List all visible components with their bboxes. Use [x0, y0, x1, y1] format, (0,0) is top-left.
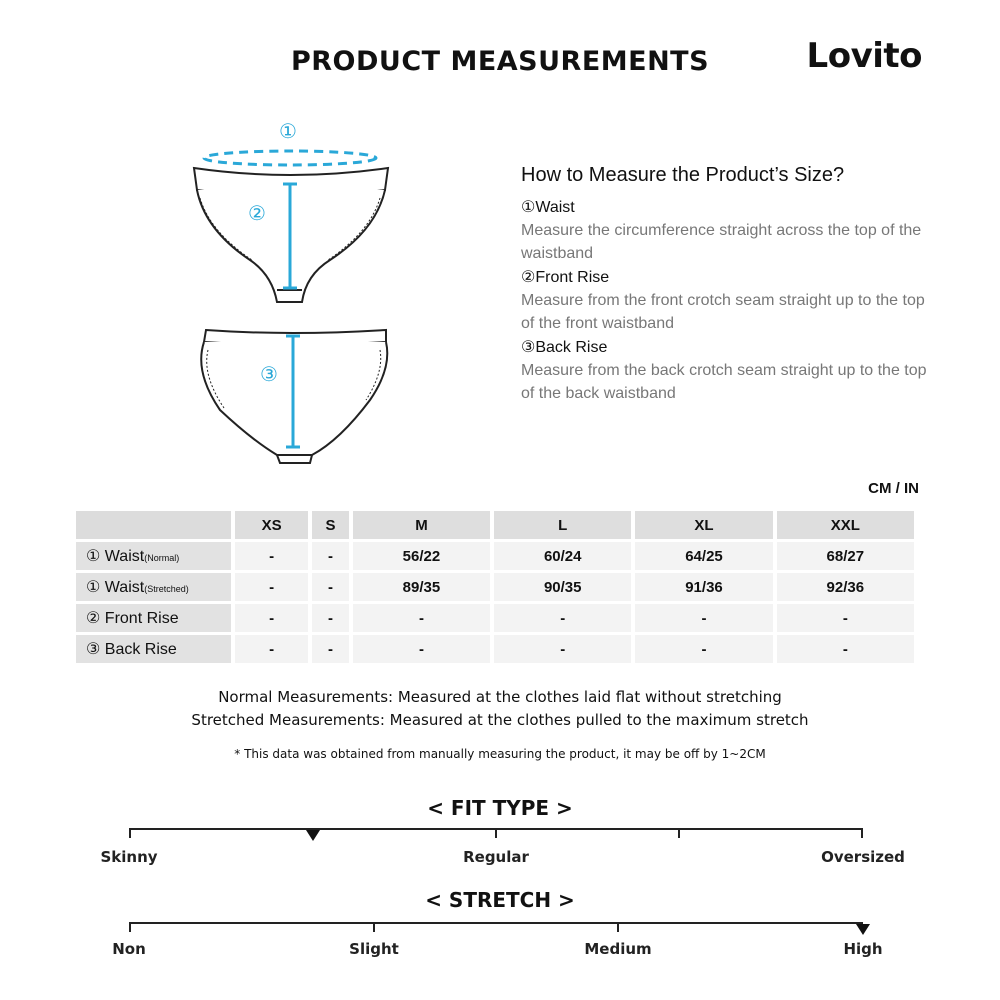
- fit-type-tick: [678, 828, 680, 838]
- table-row: [76, 604, 914, 632]
- table-corner-cell: [76, 511, 231, 539]
- guide-label-waist: ①Waist: [521, 199, 575, 216]
- note-stretched: Stretched Measurements: Measured at the clothes pulled to the maximum stretch: [191, 711, 809, 729]
- table-cell: 91/36: [635, 573, 772, 601]
- size-table: [72, 508, 918, 666]
- table-cell: -: [235, 604, 308, 632]
- fit-type-scale: [100, 828, 905, 868]
- table-cell: 60/24: [494, 542, 631, 570]
- brand-logo: Lovito: [806, 36, 922, 76]
- measurement-diagram: [180, 110, 400, 474]
- row-label-text: ① Waist: [86, 579, 145, 596]
- fit-type-tick: [861, 828, 863, 838]
- table-cell: 56/22: [353, 542, 490, 570]
- fit-type-title: < FIT TYPE >: [427, 796, 573, 820]
- waist-measure-ellipse: [204, 151, 376, 165]
- table-cell: -: [777, 604, 914, 632]
- marker-waist: ①: [279, 119, 297, 143]
- table-cell: -: [312, 604, 349, 632]
- table-row: [76, 542, 914, 570]
- fit-label-skinny: Skinny: [100, 848, 158, 866]
- unit-label: CM / IN: [868, 480, 919, 497]
- table-cell: -: [353, 635, 490, 663]
- size-header: XXL: [777, 511, 914, 539]
- table-cell: -: [235, 635, 308, 663]
- stretch-title: < STRETCH >: [425, 888, 575, 912]
- table-cell: -: [235, 542, 308, 570]
- table-cell: -: [353, 604, 490, 632]
- table-cell: 92/36: [777, 573, 914, 601]
- table-cell: -: [777, 635, 914, 663]
- guide-label-front-rise: ②Front Rise: [521, 269, 610, 286]
- table-cell: 89/35: [353, 573, 490, 601]
- guide-heading: How to Measure the Product’s Size?: [521, 164, 845, 186]
- table-cell: -: [312, 573, 349, 601]
- size-header: XL: [635, 511, 772, 539]
- table-cell: 68/27: [777, 542, 914, 570]
- row-label-qualifier: (Stretched): [144, 584, 189, 594]
- fit-label-oversized: Oversized: [821, 848, 905, 866]
- fit-type-indicator: [306, 830, 320, 841]
- table-cell: -: [635, 604, 772, 632]
- table-cell: -: [494, 635, 631, 663]
- stretch-scale: [112, 922, 883, 962]
- measure-guide: [521, 164, 941, 407]
- row-label-text: ② Front Rise: [86, 610, 179, 627]
- size-header: S: [312, 511, 349, 539]
- stretch-line: [129, 922, 863, 924]
- stretch-label-slight: Slight: [349, 940, 399, 958]
- table-header-row: [76, 511, 914, 539]
- stretch-label-non: Non: [112, 940, 146, 958]
- row-label-qualifier: (Normal): [144, 553, 180, 563]
- guide-desc-front-rise: Measure from the front crotch seam straight up to the top of the front waistband: [521, 292, 925, 332]
- table-row: [76, 635, 914, 663]
- fit-type-tick: [129, 828, 131, 838]
- guide-desc-back-rise: Measure from the back crotch seam straight up to the top of the back waistband: [521, 362, 927, 402]
- row-label: [76, 542, 231, 570]
- table-cell: -: [235, 573, 308, 601]
- table-row: [76, 573, 914, 601]
- row-label: [76, 573, 231, 601]
- stretch-tick: [129, 922, 131, 932]
- row-label-text: ① Waist: [86, 548, 145, 565]
- marker-front-rise: ②: [248, 201, 266, 225]
- fit-type-tick: [495, 828, 497, 838]
- table-cell: -: [635, 635, 772, 663]
- note-normal: Normal Measurements: Measured at the clothes laid flat without stretching: [218, 688, 782, 706]
- size-header: L: [494, 511, 631, 539]
- size-header: XS: [235, 511, 308, 539]
- table-cell: -: [312, 542, 349, 570]
- row-label-text: ③ Back Rise: [86, 641, 177, 658]
- row-label: [76, 604, 231, 632]
- page-title: PRODUCT MEASUREMENTS: [290, 46, 710, 77]
- size-header: M: [353, 511, 490, 539]
- stretch-label-medium: Medium: [584, 940, 652, 958]
- note-disclaimer: * This data was obtained from manually measuring the product, it may be off by 1~2CM: [234, 747, 766, 761]
- fit-label-regular: Regular: [463, 848, 529, 866]
- table-cell: -: [494, 604, 631, 632]
- stretch-tick: [373, 922, 375, 932]
- marker-back-rise: ③: [260, 362, 278, 386]
- briefs-illustration: [180, 110, 400, 470]
- table-cell: 90/35: [494, 573, 631, 601]
- stretch-tick: [617, 922, 619, 932]
- stretch-label-high: High: [843, 940, 883, 958]
- table-cell: -: [312, 635, 349, 663]
- table-cell: 64/25: [635, 542, 772, 570]
- guide-desc-waist: Measure the circumference straight across the top of the waistband: [521, 222, 922, 262]
- guide-label-back-rise: ③Back Rise: [521, 339, 608, 356]
- row-label: [76, 635, 231, 663]
- stretch-indicator: [856, 924, 870, 935]
